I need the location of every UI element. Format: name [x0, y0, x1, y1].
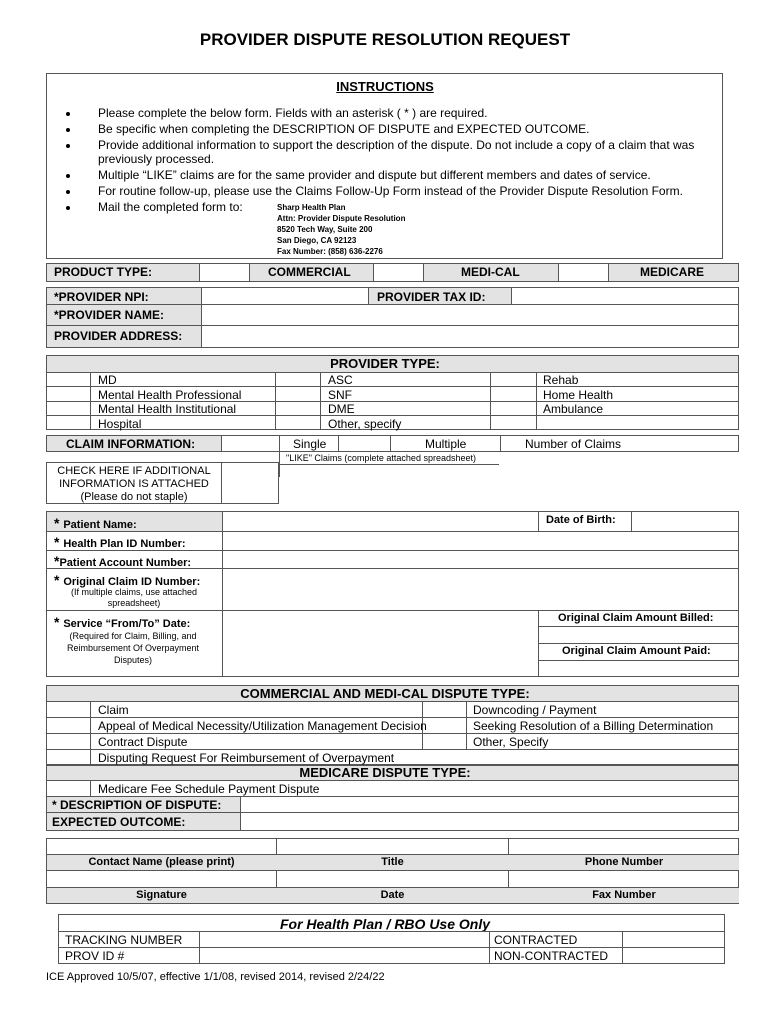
- instructions-heading: INSTRUCTIONS: [336, 79, 434, 94]
- amount-billed-label: Original Claim Amount Billed:: [558, 612, 714, 624]
- dispute-appeal-medical-necessity[interactable]: Appeal of Medical Necessity/Utilization Management Decision: [98, 719, 427, 733]
- date-field[interactable]: [277, 871, 508, 887]
- address-line: Sharp Health Plan: [277, 203, 346, 212]
- page-title: PROVIDER DISPUTE RESOLUTION REQUEST: [199, 30, 571, 49]
- dispute-other[interactable]: Other, Specify: [473, 735, 549, 749]
- health-plan-id-field[interactable]: [223, 532, 738, 550]
- provider-name-label: *PROVIDER NAME:: [54, 308, 165, 322]
- date-of-birth-label: Date of Birth:: [546, 514, 616, 526]
- patient-account-label: *Patient Account Number:: [54, 553, 192, 569]
- health-plan-id-text: Health Plan ID Number:: [63, 538, 186, 550]
- outcome-field[interactable]: [240, 812, 739, 831]
- claim-info-label: CLAIM INFORMATION:: [66, 437, 196, 451]
- product-type-label: PRODUCT TYPE:: [54, 265, 153, 279]
- tracking-number-label: TRACKING NUMBER: [65, 933, 183, 947]
- patient-name-text: Patient Name:: [63, 519, 137, 531]
- instruction-item: • Provide additional information to support the description of the dispute. Do not include a copy of a claim that was previously processed.: [80, 138, 740, 166]
- phone-number-field[interactable]: [509, 839, 738, 854]
- provider-type-home-health[interactable]: Home Health: [543, 388, 614, 402]
- provider-address-label: PROVIDER ADDRESS:: [54, 329, 183, 343]
- dispute-contract[interactable]: Contract Dispute: [98, 735, 188, 749]
- service-date-note-line: (Required for Claim, Billing, and: [69, 631, 197, 641]
- service-date-label: * Service “From/To” Date:: [54, 614, 191, 630]
- commercial-checkbox[interactable]: [199, 263, 250, 282]
- instruction-item: • For routine follow-up, please use the Claims Follow-Up Form instead of the Provider Dispute Resolution Form.: [80, 184, 740, 198]
- additional-info-line: (Please do not staple): [80, 491, 188, 503]
- patient-name-field[interactable]: [223, 512, 538, 531]
- contracted-checkbox[interactable]: [623, 932, 724, 947]
- amount-billed-field[interactable]: [539, 627, 738, 643]
- fax-number-field[interactable]: [509, 871, 738, 887]
- patient-account-text: Patient Account Number:: [59, 557, 192, 569]
- number-of-claims-label: Number of Claims: [525, 437, 622, 451]
- claim-multiple-option[interactable]: Multiple: [425, 437, 467, 451]
- instructions-list: [62, 106, 740, 216]
- medicare-checkbox[interactable]: [558, 263, 609, 282]
- date-label: Date: [380, 889, 405, 901]
- patient-account-field[interactable]: [223, 551, 738, 568]
- provider-tax-id-field[interactable]: [511, 287, 739, 305]
- original-claim-note-line: (If multiple claims, use attached: [70, 587, 198, 597]
- provider-type-hospital[interactable]: Hospital: [98, 417, 142, 431]
- description-label: * DESCRIPTION OF DISPUTE:: [52, 798, 222, 812]
- signature-label: Signature: [136, 889, 187, 901]
- contact-name-field[interactable]: [47, 839, 276, 854]
- original-claim-note-line: spreadsheet): [107, 598, 161, 608]
- claim-single-option[interactable]: Single: [293, 437, 327, 451]
- dispute-billing-determination[interactable]: Seeking Resolution of a Billing Determination: [473, 719, 714, 733]
- instruction-item: • Mail the completed form to:: [80, 200, 740, 214]
- provider-type-mh-professional[interactable]: Mental Health Professional: [98, 388, 242, 402]
- non-contracted-checkbox[interactable]: [623, 948, 724, 963]
- instruction-item: • Multiple “LIKE” claims are for the same provider and dispute but different members and dates of service.: [80, 168, 740, 182]
- provider-type-mh-institutional[interactable]: Mental Health Institutional: [98, 402, 237, 416]
- contact-name-label: Contact Name (please print): [88, 856, 235, 868]
- footer-note: ICE Approved 10/5/07, effective 1/1/08, revised 2014, revised 2/24/22: [46, 971, 385, 983]
- outcome-label: EXPECTED OUTCOME:: [52, 815, 186, 829]
- additional-info-line: INFORMATION IS ATTACHED: [59, 478, 209, 490]
- provider-name-field[interactable]: [201, 304, 739, 326]
- provider-type-md[interactable]: MD: [98, 373, 117, 387]
- provider-type-other[interactable]: Other, specify: [328, 417, 402, 431]
- original-claim-id-field[interactable]: [223, 569, 738, 610]
- dispute-medicare-fee-schedule[interactable]: Medicare Fee Schedule Payment Dispute: [98, 782, 320, 796]
- patient-name-label: * Patient Name:: [54, 515, 137, 531]
- amount-paid-field[interactable]: [539, 661, 738, 676]
- health-plan-id-label: * Health Plan ID Number:: [54, 534, 186, 550]
- address-line: Fax Number: (858) 636-2276: [277, 247, 383, 256]
- fax-number-label: Fax Number: [592, 889, 656, 901]
- provider-type-heading: PROVIDER TYPE:: [330, 356, 440, 371]
- mailing-address: [277, 202, 405, 257]
- date-of-birth-field[interactable]: [632, 512, 738, 531]
- address-line: Attn: Provider Dispute Resolution: [277, 214, 406, 223]
- medicare-label: MEDICARE: [640, 265, 705, 279]
- service-date-field[interactable]: [223, 611, 538, 676]
- dispute-claim[interactable]: Claim: [98, 703, 129, 717]
- instruction-item: • Be specific when completing the DESCRIPTION OF DISPUTE and EXPECTED OUTCOME.: [80, 122, 740, 136]
- prov-id-label: PROV ID #: [65, 949, 125, 963]
- non-contracted-label: NON-CONTRACTED: [494, 949, 608, 963]
- original-claim-id-text: Original Claim ID Number:: [63, 576, 201, 588]
- provider-type-ambulance[interactable]: Ambulance: [543, 402, 604, 416]
- description-field[interactable]: [240, 796, 739, 813]
- additional-info-checkbox[interactable]: [221, 462, 279, 504]
- signature-field[interactable]: [47, 871, 276, 887]
- medical-checkbox[interactable]: [373, 263, 424, 282]
- provider-type-dme[interactable]: DME: [328, 402, 355, 416]
- phone-number-label: Phone Number: [584, 856, 664, 868]
- commercial-dispute-heading: COMMERCIAL AND MEDI-CAL DISPUTE TYPE:: [240, 686, 530, 701]
- title-label: Title: [381, 856, 404, 868]
- provider-type-asc[interactable]: ASC: [328, 373, 353, 387]
- amount-paid-label: Original Claim Amount Paid:: [562, 645, 711, 657]
- prov-id-field[interactable]: [200, 948, 489, 963]
- medical-label: MEDI-CAL: [461, 265, 520, 279]
- address-line: San Diego, CA 92123: [277, 236, 357, 245]
- address-line: 8520 Tech Way, Suite 200: [277, 225, 373, 234]
- additional-info-text: [46, 465, 222, 504]
- health-plan-heading: For Health Plan / RBO Use Only: [279, 916, 491, 932]
- provider-type-rehab[interactable]: Rehab: [543, 373, 579, 387]
- provider-tax-id-label: PROVIDER TAX ID:: [377, 290, 486, 304]
- additional-info-line: CHECK HERE IF ADDITIONAL: [57, 465, 211, 477]
- title-field[interactable]: [277, 839, 508, 854]
- dispute-reimbursement-overpayment[interactable]: Disputing Request For Reimbursement of Overpayment: [98, 751, 395, 765]
- original-claim-note: [54, 587, 214, 609]
- provider-npi-label: *PROVIDER NPI:: [54, 290, 149, 304]
- medicare-dispute-heading: MEDICARE DISPUTE TYPE:: [299, 765, 471, 780]
- provider-address-field[interactable]: [201, 325, 739, 348]
- provider-npi-field[interactable]: [201, 287, 369, 305]
- original-claim-id-label: * Original Claim ID Number:: [54, 572, 201, 588]
- provider-type-snf[interactable]: SNF: [328, 388, 352, 402]
- service-date-note-line: Disputes): [113, 655, 152, 665]
- service-date-text: Service “From/To” Date:: [63, 618, 191, 630]
- service-date-note: [48, 630, 218, 666]
- instruction-item: • Please complete the below form. Fields with an asterisk ( * ) are required.: [80, 106, 740, 120]
- like-claims-note: "LIKE" Claims (complete attached spreadsheet): [286, 453, 476, 463]
- commercial-label: COMMERCIAL: [268, 265, 351, 279]
- service-date-note-line: Reimbursement Of Overpayment: [66, 643, 200, 653]
- tracking-number-field[interactable]: [200, 932, 489, 947]
- dispute-downcoding[interactable]: Downcoding / Payment: [473, 703, 597, 717]
- contracted-label: CONTRACTED: [494, 933, 578, 947]
